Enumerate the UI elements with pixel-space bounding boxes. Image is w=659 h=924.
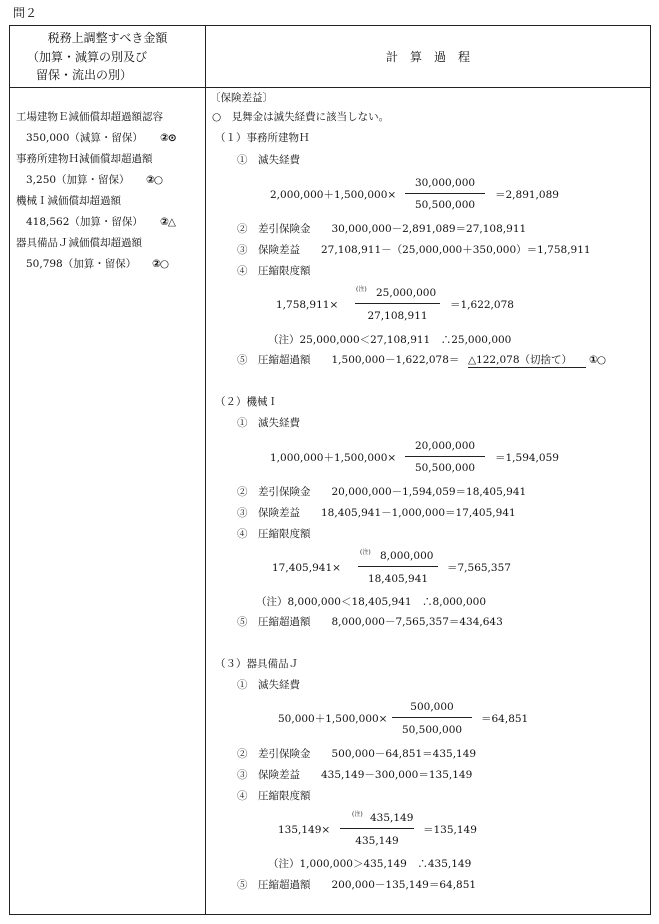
i-step1-result: ＝1,594,059 bbox=[495, 452, 559, 464]
score-mark: ②△ bbox=[160, 216, 175, 228]
h-step3: ③ 保険差益 27,108,911－（25,000,000＋350,000）＝1,758,911 bbox=[237, 244, 591, 256]
i-step4-lhs: 17,405,941× bbox=[272, 562, 341, 574]
i-step5: ⑤ 圧縮超過額 8,000,000－7,565,357＝434,643 bbox=[237, 616, 503, 628]
i-step4-note: （注）8,000,000＜18,405,941 ∴8,000,000 bbox=[256, 596, 486, 608]
left-item-amount: 50,798（加算・留保） bbox=[26, 258, 137, 270]
table-divider bbox=[205, 25, 206, 915]
fraction-bar bbox=[355, 303, 440, 304]
j-step1-result: ＝64,851 bbox=[481, 713, 529, 725]
i-step4-denominator: 18,405,941 bbox=[367, 573, 429, 585]
j-step4-lhs: 135,149× bbox=[278, 824, 331, 836]
j-step2: ② 差引保険金 500,000－64,851＝435,149 bbox=[237, 748, 477, 760]
left-item-title: 事務所建物Ｈ減価償却超過額 bbox=[16, 153, 153, 165]
i-step1-label: ① 滅失経費 bbox=[237, 417, 300, 429]
h-step4-denominator: 27,108,911 bbox=[367, 310, 428, 322]
h-step4-numerator: 25,000,000 bbox=[376, 287, 437, 299]
question-label: 問２ bbox=[13, 6, 38, 20]
table-left-border bbox=[9, 25, 10, 915]
header-left-line3: 留保・流出の別） bbox=[36, 68, 133, 82]
h-step4-lhs: 1,758,911× bbox=[276, 299, 339, 311]
subsection-j-title: （３）器具備品Ｊ bbox=[215, 658, 299, 670]
j-step1-denominator: 50,500,000 bbox=[401, 724, 463, 736]
subsection-i-title: （２）機械Ｉ bbox=[215, 396, 278, 408]
left-item-title: 工場建物Ｅ減価償却超過額認容 bbox=[16, 111, 163, 123]
fraction-bar bbox=[405, 456, 485, 457]
h-step5-answer: △122,078（切捨て） bbox=[468, 355, 586, 368]
i-step4-label: ④ 圧縮限度額 bbox=[237, 528, 311, 540]
i-step2: ② 差引保険金 20,000,000－1,594,059＝18,405,941 bbox=[237, 486, 527, 498]
i-step1-lhs: 1,000,000＋1,500,000× bbox=[270, 452, 397, 464]
h-step1-lhs: 2,000,000＋1,500,000× bbox=[270, 189, 397, 201]
section-title: 〔保険差益〕 bbox=[210, 92, 273, 104]
i-step4-result: ＝7,565,357 bbox=[447, 562, 511, 574]
note-line: ○ 見舞金は滅失経費に該当しない。 bbox=[212, 111, 390, 123]
j-step4-numerator: 435,149 bbox=[370, 812, 414, 824]
j-step1-label: ① 滅失経費 bbox=[237, 679, 300, 691]
j-step4-note: （注）1,000,000＞435,149 ∴435,149 bbox=[268, 858, 472, 870]
header-right: 計 算 過 程 bbox=[385, 50, 470, 64]
j-step3: ③ 保険差益 435,149－300,000＝135,149 bbox=[237, 769, 473, 781]
table-bottom-border bbox=[9, 914, 651, 915]
note-superscript: (注) bbox=[360, 549, 371, 556]
fraction-bar bbox=[340, 828, 414, 829]
j-step4-label: ④ 圧縮限度額 bbox=[237, 790, 311, 802]
j-step5: ⑤ 圧縮超過額 200,000－135,149＝64,851 bbox=[237, 879, 477, 891]
subsection-h-title: （１）事務所建物Ｈ bbox=[215, 132, 310, 144]
note-superscript: (注) bbox=[352, 811, 363, 818]
h-step1-numerator: 30,000,000 bbox=[414, 177, 476, 189]
left-item-amount: 418,562（加算・留保） bbox=[26, 216, 143, 228]
j-step1-numerator: 500,000 bbox=[410, 701, 454, 713]
h-step5: ⑤ 圧縮超過額 1,500,000－1,622,078＝ bbox=[237, 354, 460, 366]
h-step1-result: ＝2,891,089 bbox=[495, 189, 559, 201]
table-header-border bbox=[9, 87, 651, 88]
fraction-bar bbox=[358, 566, 438, 567]
note-superscript: (注) bbox=[356, 286, 367, 293]
left-item-amount: 350,000（減算・留保） bbox=[26, 132, 143, 144]
h-step1-denominator: 50,500,000 bbox=[414, 199, 476, 211]
header-left-line2: （加算・減算の別及び bbox=[27, 50, 148, 64]
table-right-border bbox=[650, 25, 651, 915]
i-step1-numerator: 20,000,000 bbox=[414, 440, 476, 452]
j-step1-lhs: 50,000＋1,500,000× bbox=[278, 713, 388, 725]
left-item-title: 機械Ｉ減価償却超過額 bbox=[16, 195, 121, 207]
score-mark: ②○ bbox=[146, 174, 163, 186]
left-item-amount: 3,250（加算・留保） bbox=[26, 174, 130, 186]
i-step1-denominator: 50,500,000 bbox=[414, 462, 476, 474]
table-top-border bbox=[9, 25, 651, 26]
i-step4-numerator: 8,000,000 bbox=[380, 550, 434, 562]
header-left-line1: 税務上調整すべき金額 bbox=[47, 31, 168, 45]
fraction-bar bbox=[392, 717, 472, 718]
left-item-title: 器具備品Ｊ減価償却超過額 bbox=[16, 237, 142, 249]
score-mark: ②⊙ bbox=[160, 132, 176, 144]
fraction-bar bbox=[405, 193, 485, 194]
h-step4-note: （注）25,000,000＜27,108,911 ∴25,000,000 bbox=[268, 334, 512, 346]
h-step1-label: ① 滅失経費 bbox=[237, 154, 300, 166]
score-mark: ②○ bbox=[152, 258, 169, 270]
j-step4-denominator: 435,149 bbox=[355, 835, 399, 847]
h-step4-label: ④ 圧縮限度額 bbox=[237, 265, 311, 277]
score-mark: ①○ bbox=[589, 354, 606, 366]
i-step3: ③ 保険差益 18,405,941－1,000,000＝17,405,941 bbox=[237, 507, 516, 519]
h-step4-result: ＝1,622,078 bbox=[450, 299, 514, 311]
h-step2: ② 差引保険金 30,000,000－2,891,089＝27,108,911 bbox=[237, 223, 527, 235]
j-step4-result: ＝135,149 bbox=[423, 824, 477, 836]
